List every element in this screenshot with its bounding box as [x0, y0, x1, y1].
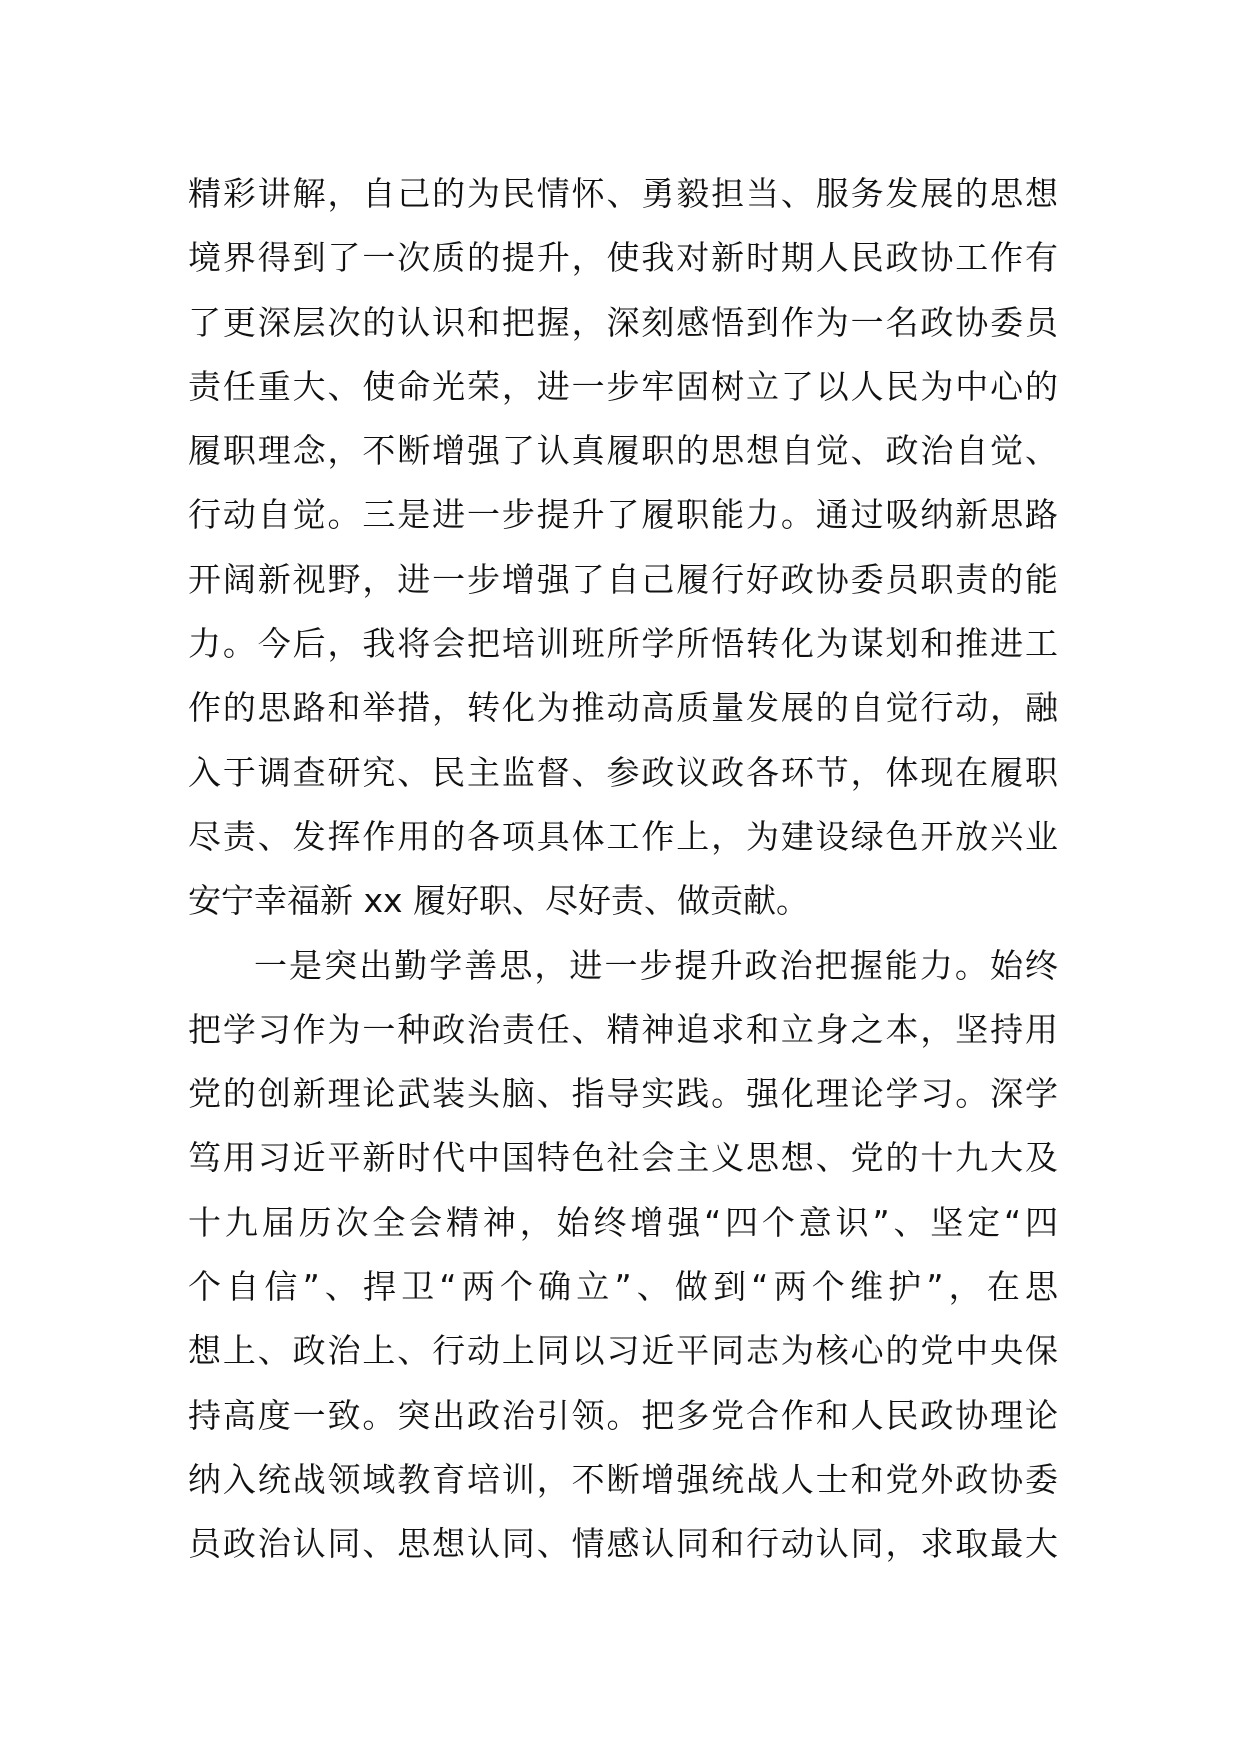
text-line: 精彩讲解，自己的为民情怀、勇毅担当、服务发展的思想 [188, 174, 1058, 213]
text-line: 开阔新视野，进一步增强了自己履行好政协委员职责的能 [188, 559, 1058, 599]
text-line: 入于调查研究、民主监督、参政议政各环节，体现在履职 [188, 752, 1058, 792]
text-line: 履职理念，不断增强了认真履职的思想自觉、政治自觉、 [188, 431, 1058, 471]
paragraph-start-line: 一是突出勤学善思，进一步提升政治把握能力。始终 [254, 945, 1058, 985]
text-line: 了更深层次的认识和把握，深刻感悟到作为一名政协委员 [188, 302, 1058, 342]
text-line: 个自信”、捍卫“两个确立”、做到“两个维护”，在思 [188, 1267, 1058, 1307]
text-line: 力。今后，我将会把培训班所学所悟转化为谋划和推进工 [188, 624, 1058, 664]
text-line: 行动自觉。三是进一步提升了履职能力。通过吸纳新思路 [188, 495, 1058, 535]
text-line: 责任重大、使命光荣，进一步牢固树立了以人民为中心的 [188, 366, 1058, 406]
text-line: 想上、政治上、行动上同以习近平同志为核心的党中央保 [188, 1331, 1058, 1371]
paragraph-end-line: 安宁幸福新 xx 履好职、尽好责、做贡献。 [188, 881, 810, 921]
text-line: 笃用习近平新时代中国特色社会主义思想、党的十九大及 [188, 1138, 1058, 1178]
text-line: 把学习作为一种政治责任、精神追求和立身之本，坚持用 [188, 1009, 1058, 1049]
text-line: 党的创新理论武装头脑、指导实践。强化理论学习。深学 [188, 1074, 1058, 1114]
text-line: 尽责、发挥作用的各项具体工作上，为建设绿色开放兴业 [188, 816, 1058, 856]
text-line: 作的思路和举措，转化为推动高质量发展的自觉行动，融 [188, 688, 1058, 728]
document-body [188, 162, 1058, 1577]
text-line: 持高度一致。突出政治引领。把多党合作和人民政协理论 [188, 1395, 1058, 1435]
text-line: 境界得到了一次质的提升，使我对新时期人民政协工作有 [188, 238, 1058, 278]
text-line: 纳入统战领域教育培训，不断增强统战人士和党外政协委 [188, 1459, 1058, 1499]
text-line: 十九届历次全会精神，始终增强“四个意识”、坚定“四 [188, 1202, 1058, 1242]
text-line: 员政治认同、思想认同、情感认同和行动认同，求取最大 [188, 1524, 1058, 1564]
